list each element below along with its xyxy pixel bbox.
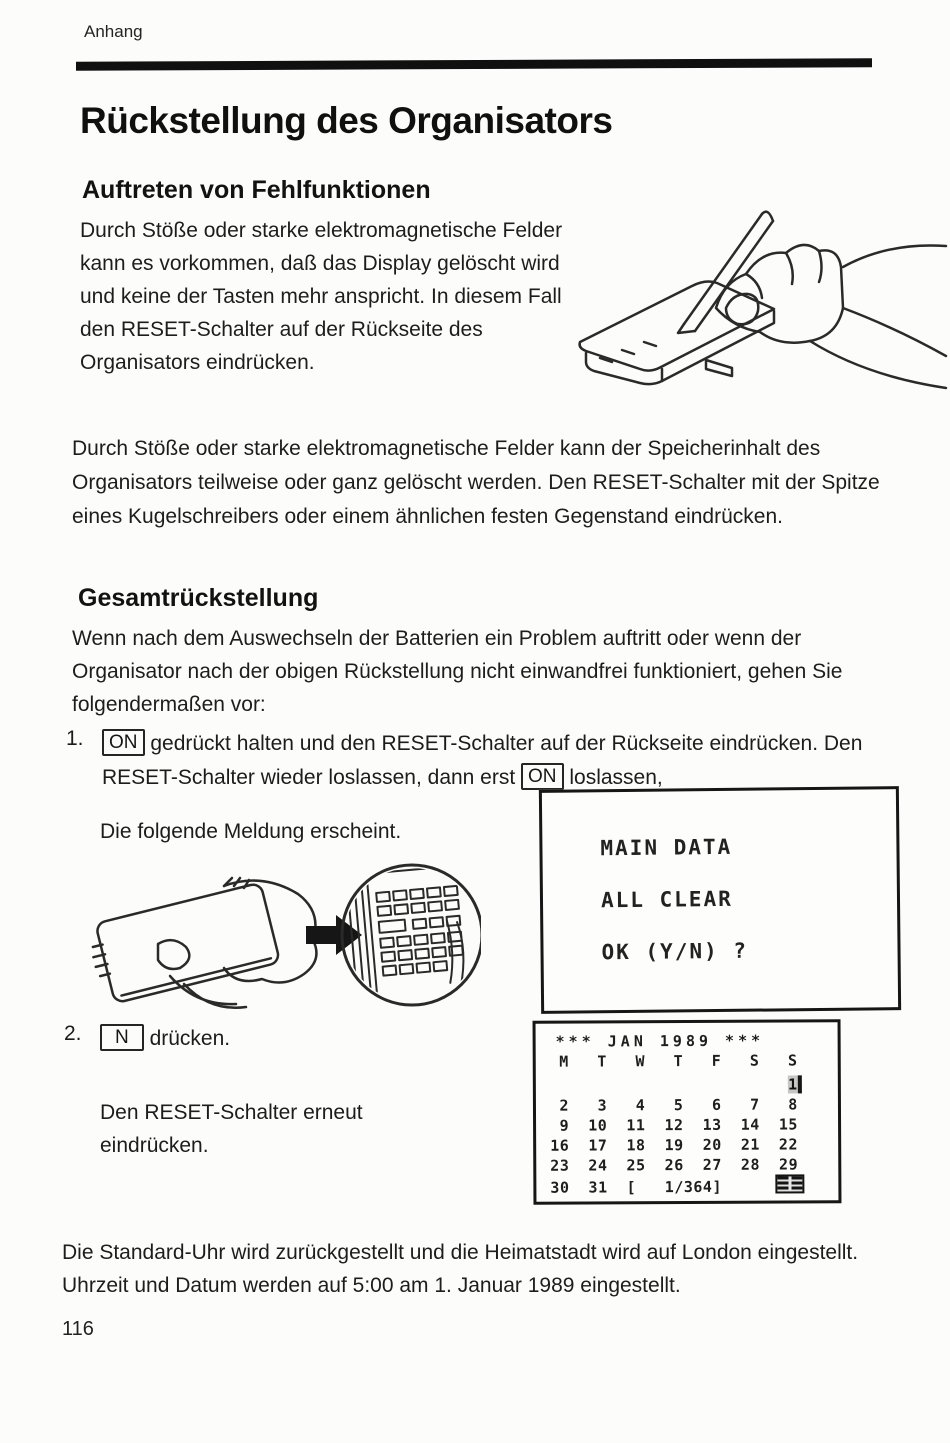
page-number: 116 <box>62 1318 94 1340</box>
reset-note: Den RESET-Schalter erneut eindrücken. <box>100 1101 363 1157</box>
calendar-week-row: 23 24 25 26 27 28 29 <box>550 1155 799 1175</box>
n-key: N <box>100 1024 144 1051</box>
header-rule <box>76 58 872 70</box>
section-heading-reset: Gesamtrückstellung <box>78 584 319 612</box>
lcd-message-display <box>539 786 901 1014</box>
step-1 <box>66 727 866 795</box>
calendar-week-row: 9 10 11 12 13 14 15 <box>550 1115 798 1135</box>
paragraph-malfunction-1: Durch Stöße oder starke elektromagnetische Felder kann es vorkommen, daß das Display gelöscht wird und keine der Tasten mehr anspricht. In diesem Fall den RESET-Schalter auf der Rückseite des Organisators eindrücken. <box>80 219 563 374</box>
reset-keypad-illustration <box>74 856 481 1016</box>
calendar-week-row: 2 3 4 5 6 7 8 <box>549 1095 798 1115</box>
step-2-text <box>100 1022 230 1056</box>
paragraph-reset-intro: Wenn nach dem Auswechseln der Batterien ein Problem auftritt oder wenn der Organisator nach der obigen Rückstellung nicht einwandfrei funktioniert, gehen Sie folgendermaßen vor: <box>72 627 843 716</box>
section-heading-malfunction: Auftreten von Fehlfunktionen <box>82 176 431 204</box>
lcd-line: MAIN DATA <box>600 834 733 861</box>
lcd-line: ALL CLEAR <box>600 886 733 913</box>
paragraph-footer: Die Standard-Uhr wird zurückgestellt und die Heimatstadt wird auf London eingestellt. Uhrzeit und Datum werden auf 5:00 am 1. Januar 1989 eingestellt. <box>62 1241 859 1297</box>
calendar-selected-day: 1 <box>788 1075 802 1093</box>
step-1-text-part1: gedrückt halten und den RESET-Schalter auf der Rückseite eindrücken. Den RESET-Schalter wieder loslassen, dann erst <box>102 732 863 789</box>
calendar-scroll-indicator-icon <box>775 1174 804 1193</box>
on-key: ON <box>102 729 145 756</box>
pen-reset-illustration <box>566 190 948 422</box>
calendar-week-row: 16 17 18 19 20 21 22 <box>550 1135 799 1155</box>
step-1-number: 1. <box>66 727 84 750</box>
step-2 <box>64 1022 230 1056</box>
calendar-title: *** JAN 1989 *** <box>555 1031 765 1051</box>
lcd-calendar-display <box>533 1019 842 1205</box>
step-2-text-part: drücken. <box>143 1027 231 1050</box>
running-header: Anhang <box>84 22 143 41</box>
calendar-weekdays: M T W T F S S <box>549 1051 798 1071</box>
calendar-week1 <box>550 1074 838 1096</box>
calendar-last-row-text: 30 31 [ 1/364] <box>550 1177 732 1197</box>
paragraph-malfunction-2: Durch Stöße oder starke elektromagnetische Felder kann der Speicherinhalt des Organisators teilweise oder ganz gelöscht werden. Den RESET-Schalter mit der Spitze eines Kugelschreibers oder einem ähnlichen festen Gegenstand eindrücken. <box>72 437 880 528</box>
page-title: Rückstellung des Organisators <box>80 100 613 141</box>
on-key: ON <box>521 763 564 790</box>
message-caption: Die folgende Meldung erscheint. <box>100 820 402 843</box>
calendar-week1-pad <box>550 1075 788 1094</box>
step-2-number: 2. <box>64 1022 82 1045</box>
step-1-text-part2: loslassen, <box>563 766 663 789</box>
calendar-last-row <box>550 1174 838 1198</box>
step-1-text <box>102 727 866 795</box>
lcd-line: OK (Y/N) ? <box>601 938 749 965</box>
